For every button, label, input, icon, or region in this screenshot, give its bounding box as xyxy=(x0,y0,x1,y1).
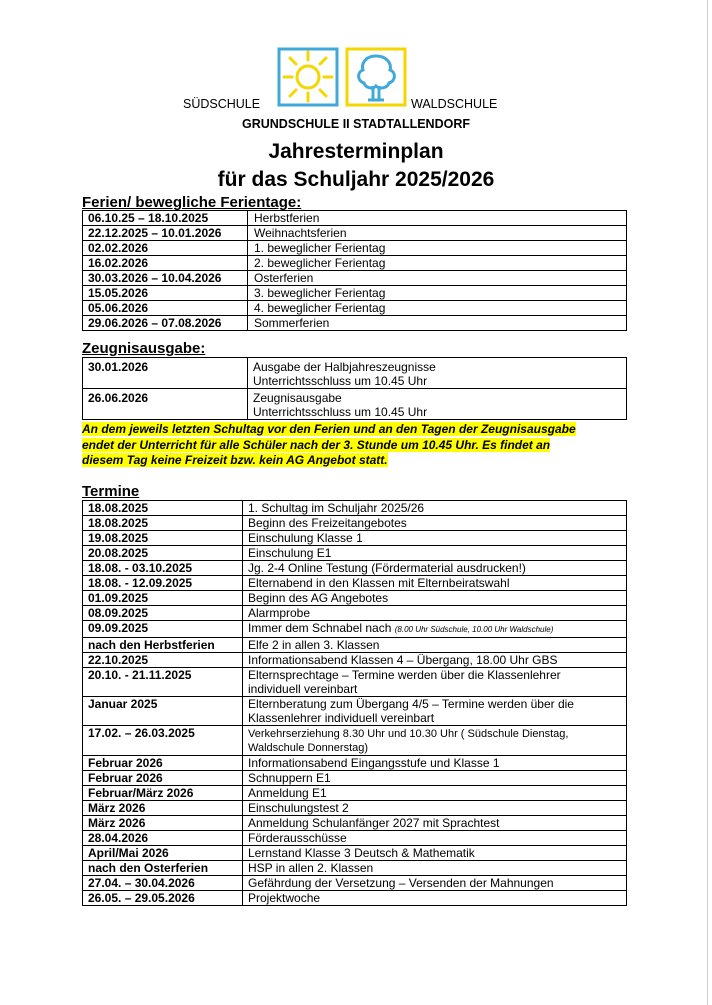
termin-date: nach den Osterferien xyxy=(83,861,243,876)
termin-desc xyxy=(243,531,627,546)
ferien-date: 16.02.2026 xyxy=(83,256,248,271)
page-title: Jahresterminplan xyxy=(268,140,444,163)
table-row xyxy=(83,697,627,726)
termin-date: nach den Herbstferien xyxy=(83,638,243,653)
table-row xyxy=(83,256,627,271)
tree-icon xyxy=(344,46,408,108)
termin-date: 08.09.2025 xyxy=(83,606,243,621)
ferien-label: 3. beweglicher Ferientag xyxy=(248,286,627,301)
termin-desc xyxy=(243,726,627,756)
termin-date: 22.10.2025 xyxy=(83,653,243,668)
zeugnis-heading: Zeugnisausgabe: xyxy=(82,340,206,357)
ferien-date: 02.02.2026 xyxy=(83,241,248,256)
termin-text: Elternabend in den Klassen mit Elternbeiratswahl xyxy=(248,576,510,590)
termin-desc xyxy=(243,786,627,801)
table-row xyxy=(83,668,627,697)
table-row xyxy=(83,816,627,831)
ferien-label: 1. beweglicher Ferientag xyxy=(248,241,627,256)
termin-text-line2: Klassenlehrer individuell vereinbart xyxy=(248,711,435,725)
termin-text: Jg. 2-4 Online Testung (Fördermaterial ausdrucken!) xyxy=(248,561,526,575)
termin-small-note: (8.00 Uhr Südschule, 10.00 Uhr Waldschule) xyxy=(394,625,554,634)
termin-desc xyxy=(243,697,627,726)
termin-date: März 2026 xyxy=(83,816,243,831)
zeugnis-note xyxy=(82,422,642,469)
table-row xyxy=(83,653,627,668)
ferien-label: Osterferien xyxy=(248,271,627,286)
termin-date: 28.04.2026 xyxy=(83,831,243,846)
termin-desc xyxy=(243,668,627,697)
ferien-table xyxy=(82,210,627,331)
termin-text: Schnuppern E1 xyxy=(248,771,331,785)
ferien-date: 22.12.2025 – 10.01.2026 xyxy=(83,226,248,241)
table-row xyxy=(83,226,627,241)
termin-desc xyxy=(243,516,627,531)
termin-date: 20.10. - 21.11.2025 xyxy=(83,668,243,697)
termin-desc xyxy=(243,816,627,831)
table-row xyxy=(83,801,627,816)
table-row xyxy=(83,531,627,546)
termin-desc xyxy=(243,861,627,876)
termin-text: Elfe 2 in allen 3. Klassen xyxy=(248,638,380,652)
ferien-label: Weihnachtsferien xyxy=(248,226,627,241)
termin-text: Lernstand Klasse 3 Deutsch & Mathematik xyxy=(248,846,475,860)
termin-desc xyxy=(243,876,627,891)
ferien-date: 30.03.2026 – 10.04.2026 xyxy=(83,271,248,286)
termin-desc xyxy=(243,621,627,638)
termin-date: 27.04. – 30.04.2026 xyxy=(83,876,243,891)
termin-date: Februar/März 2026 xyxy=(83,786,243,801)
termin-text: Anmeldung Schulanfänger 2027 mit Sprachtest xyxy=(248,816,500,830)
termin-text: Einschulung Klasse 1 xyxy=(248,531,363,545)
table-row xyxy=(83,546,627,561)
note-line-1: An dem jeweils letzten Schultag vor den Ferien und an den Tagen der Zeugnisausgabe xyxy=(82,422,576,436)
table-row xyxy=(83,861,627,876)
zeugnis-date: 26.06.2026 xyxy=(83,389,248,420)
termin-text: Verkehrserziehung 8.30 Uhr und 10.30 Uhr ( Südschule Dienstag, xyxy=(248,728,569,740)
termin-date: 19.08.2025 xyxy=(83,531,243,546)
table-row xyxy=(83,891,627,906)
ferien-date: 05.06.2026 xyxy=(83,301,248,316)
table-row xyxy=(83,241,627,256)
termin-desc xyxy=(243,561,627,576)
termin-date: 17.02. – 26.03.2025 xyxy=(83,726,243,756)
termin-date: Februar 2026 xyxy=(83,771,243,786)
termin-text: Einschulung E1 xyxy=(248,546,332,560)
termin-text: Projektwoche xyxy=(248,891,321,905)
school-name-left: SÜDSCHULE xyxy=(183,97,261,111)
termin-text: Informationsabend Eingangsstufe und Klasse 1 xyxy=(248,756,500,770)
termin-text: Einschulungstest 2 xyxy=(248,801,349,815)
table-row xyxy=(83,606,627,621)
termin-date: Januar 2025 xyxy=(83,697,243,726)
termin-date: 09.09.2025 xyxy=(83,621,243,638)
termin-desc xyxy=(243,653,627,668)
termin-text-line2: individuell vereinbart xyxy=(248,682,358,696)
termin-text: Anmeldung E1 xyxy=(248,786,327,800)
termin-text: Beginn des AG Angebotes xyxy=(248,591,389,605)
sun-icon xyxy=(276,46,340,108)
table-row xyxy=(83,756,627,771)
table-row xyxy=(83,771,627,786)
ferien-date: 15.05.2026 xyxy=(83,286,248,301)
termin-desc xyxy=(243,831,627,846)
ferien-heading: Ferien/ bewegliche Ferientage: xyxy=(82,194,302,211)
table-row xyxy=(83,358,627,389)
termin-text: Förderausschüsse xyxy=(248,831,347,845)
termin-date: April/Mai 2026 xyxy=(83,846,243,861)
termin-text: HSP in allen 2. Klassen xyxy=(248,861,374,875)
table-row xyxy=(83,271,627,286)
note-line-3: diesem Tag keine Freizeit bzw. kein AG Angebot statt. xyxy=(82,453,388,467)
table-row xyxy=(83,211,627,226)
termin-desc xyxy=(243,801,627,816)
termin-desc xyxy=(243,501,627,516)
ferien-label: 4. beweglicher Ferientag xyxy=(248,301,627,316)
termin-desc xyxy=(243,606,627,621)
table-row xyxy=(83,316,627,331)
zeugnis-desc-line2: Unterrichtsschluss um 10.45 Uhr xyxy=(253,405,428,419)
termin-text: Informationsabend Klassen 4 – Übergang, 18.00 Uhr GBS xyxy=(248,653,558,667)
table-row xyxy=(83,831,627,846)
termin-date: 18.08.2025 xyxy=(83,516,243,531)
termin-text: Elternsprechtage – Termine werden über die Klassenlehrer xyxy=(248,668,561,682)
termine-heading: Termine xyxy=(82,483,140,500)
zeugnis-desc xyxy=(248,389,627,420)
table-row xyxy=(83,501,627,516)
tree-logo xyxy=(344,46,408,108)
note-line-2: endet der Unterricht für alle Schüler nach der 3. Stunde um 10.45 Uhr. Es findet an xyxy=(82,437,551,452)
termin-text: Gefährdung der Versetzung – Versenden der Mahnungen xyxy=(248,876,554,890)
termin-date: 01.09.2025 xyxy=(83,591,243,606)
termin-date: 18.08. - 03.10.2025 xyxy=(83,561,243,576)
zeugnis-desc-line1: Zeugnisausgabe xyxy=(253,391,342,405)
termin-desc xyxy=(243,756,627,771)
termin-text: Elternberatung zum Übergang 4/5 – Termine werden über die xyxy=(248,697,574,711)
table-row xyxy=(83,786,627,801)
zeugnis-desc-line1: Ausgabe der Halbjahreszeugnisse xyxy=(253,360,436,374)
termin-date: 26.05. – 29.05.2026 xyxy=(83,891,243,906)
termin-date: Februar 2026 xyxy=(83,756,243,771)
school-name-right: WALDSCHULE xyxy=(411,97,498,111)
table-row xyxy=(83,561,627,576)
table-row xyxy=(83,389,627,420)
termin-desc xyxy=(243,771,627,786)
termin-text-line2: Waldschule Donnerstag) xyxy=(248,742,369,754)
termin-date: 18.08. - 12.09.2025 xyxy=(83,576,243,591)
termin-desc xyxy=(243,638,627,653)
termine-table xyxy=(82,500,627,906)
table-row xyxy=(83,591,627,606)
zeugnis-table xyxy=(82,357,627,420)
termin-date: 18.08.2025 xyxy=(83,501,243,516)
table-row xyxy=(83,286,627,301)
termin-date: März 2026 xyxy=(83,801,243,816)
zeugnis-desc xyxy=(248,358,627,389)
table-row xyxy=(83,621,627,638)
table-row xyxy=(83,638,627,653)
table-row xyxy=(83,576,627,591)
ferien-date: 29.06.2026 – 07.08.2026 xyxy=(83,316,248,331)
termin-text: 1. Schultag im Schuljahr 2025/26 xyxy=(248,501,425,515)
termin-desc xyxy=(243,891,627,906)
zeugnis-date: 30.01.2026 xyxy=(83,358,248,389)
ferien-label: 2. beweglicher Ferientag xyxy=(248,256,627,271)
table-row xyxy=(83,876,627,891)
termin-desc xyxy=(243,576,627,591)
zeugnis-desc-line2: Unterrichtsschluss um 10.45 Uhr xyxy=(253,374,428,388)
ferien-label: Herbstferien xyxy=(248,211,627,226)
school-subtitle: GRUNDSCHULE II STADTALLENDORF xyxy=(242,117,470,131)
termin-text: Immer dem Schnabel nach xyxy=(248,621,392,635)
termin-desc xyxy=(243,591,627,606)
termin-desc xyxy=(243,546,627,561)
ferien-date: 06.10.25 – 18.10.2025 xyxy=(83,211,248,226)
sun-logo xyxy=(276,46,340,108)
table-row xyxy=(83,301,627,316)
table-row xyxy=(83,516,627,531)
table-row xyxy=(83,846,627,861)
page-subtitle: für das Schuljahr 2025/2026 xyxy=(217,168,495,191)
termin-date: 20.08.2025 xyxy=(83,546,243,561)
table-row xyxy=(83,726,627,756)
ferien-label: Sommerferien xyxy=(248,316,627,331)
termin-desc xyxy=(243,846,627,861)
termin-text: Alarmprobe xyxy=(248,606,311,620)
termin-text: Beginn des Freizeitangebotes xyxy=(248,516,407,530)
